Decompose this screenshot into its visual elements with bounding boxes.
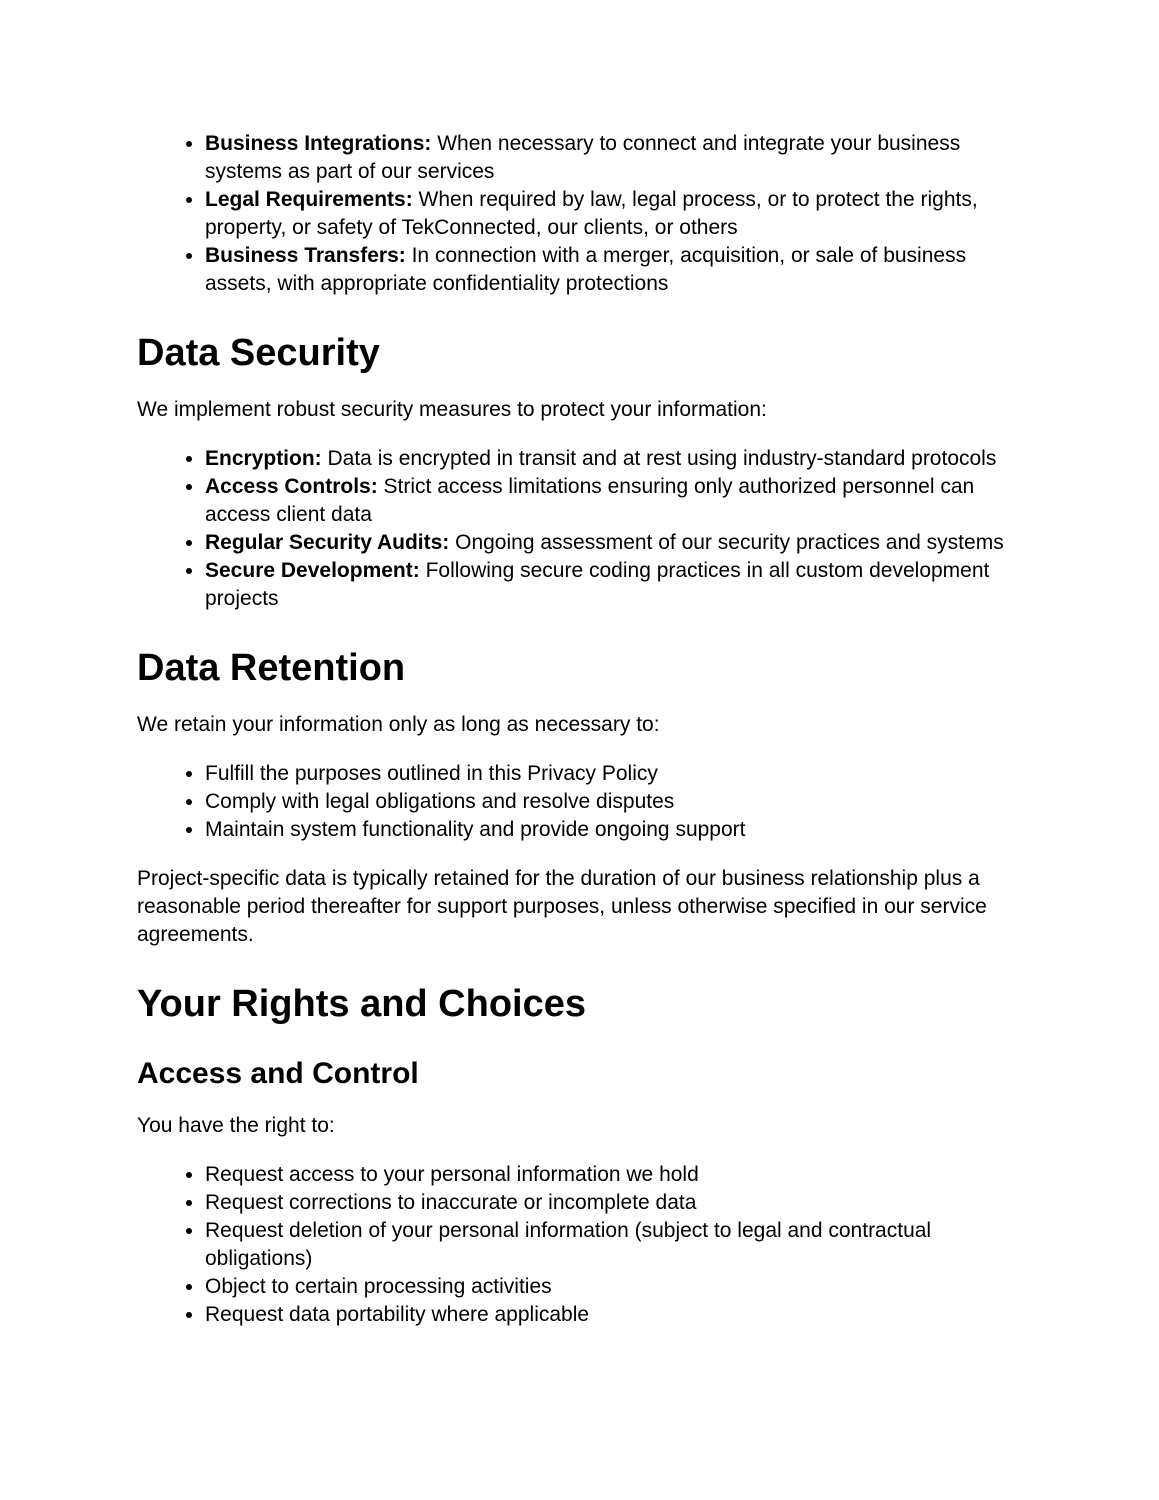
- list-item-term: Regular Security Audits:: [205, 530, 450, 554]
- list-item: [205, 557, 1022, 613]
- list-item-term: Access Controls:: [205, 475, 378, 499]
- data-security-intro: We implement robust security measures to protect your information:: [137, 398, 767, 422]
- list-item: • Fulfill the purposes outlined in this Privacy Policy: [205, 760, 1022, 788]
- list-item-term: Secure Development:: [205, 558, 420, 582]
- information-sharing-list: [137, 130, 1022, 298]
- list-item-desc: Strict access limitations ensuring only authorized personnel can access client data: [205, 475, 975, 526]
- list-item: • Comply with legal obligations and resolve disputes: [205, 788, 1022, 816]
- list-item: [205, 473, 1022, 529]
- data-security-list: [137, 445, 1022, 613]
- list-item: [205, 186, 1022, 242]
- data-retention-list: [137, 760, 1022, 844]
- list-item-desc: In connection with a merger, acquisition, or sale of business assets, with appropriate confidentiality protections: [205, 243, 967, 295]
- your-rights-intro: You have the right to:: [137, 1114, 335, 1137]
- list-item-desc: When necessary to connect and integrate your business systems as part of our services: [205, 132, 961, 183]
- list-item-term: Encryption:: [205, 447, 322, 471]
- data-retention-note: Project-specific data is typically retained for the duration of our business relationship plus a reasonable period thereafter for support purposes, unless otherwise specified in our service agreements.: [137, 867, 987, 946]
- list-item: • Object to certain processing activities: [205, 1273, 1022, 1301]
- list-item: • Request data portability where applicable: [205, 1301, 1022, 1329]
- list-item: [205, 529, 1022, 557]
- list-item: [205, 445, 1022, 473]
- list-item-term: Business Transfers:: [205, 243, 406, 267]
- list-item: • Request access to your personal information we hold: [205, 1161, 1022, 1189]
- list-item-term: Legal Requirements:: [205, 187, 413, 211]
- list-item-term: Business Integrations:: [205, 132, 432, 155]
- list-item: • Request corrections to inaccurate or incomplete data: [205, 1189, 1022, 1217]
- list-item: • Maintain system functionality and provide ongoing support: [205, 816, 1022, 844]
- list-item-desc: Ongoing assessment of our security practices and systems: [449, 530, 1004, 554]
- heading-data-retention: Data Retention: [137, 646, 406, 689]
- heading-data-security: Data Security: [137, 331, 380, 374]
- subheading-access-and-control: Access and Control: [137, 1056, 419, 1090]
- list-item-desc: When required by law, legal process, or to protect the rights, property, or safety of TekConnected, our clients, or others: [205, 187, 978, 239]
- your-rights-list: [137, 1161, 1022, 1329]
- list-item-desc: Data is encrypted in transit and at rest using industry-standard protocols: [321, 447, 997, 471]
- list-item: [205, 242, 1022, 298]
- list-item-desc: Following secure coding practices in all custom development projects: [205, 558, 990, 610]
- data-retention-intro: We retain your information only as long as necessary to:: [137, 713, 660, 737]
- list-item: • Request deletion of your personal information (subject to legal and contractual obligations): [205, 1217, 1022, 1273]
- heading-your-rights-and-choices: Your Rights and Choices: [137, 982, 587, 1025]
- list-item: [205, 130, 1022, 186]
